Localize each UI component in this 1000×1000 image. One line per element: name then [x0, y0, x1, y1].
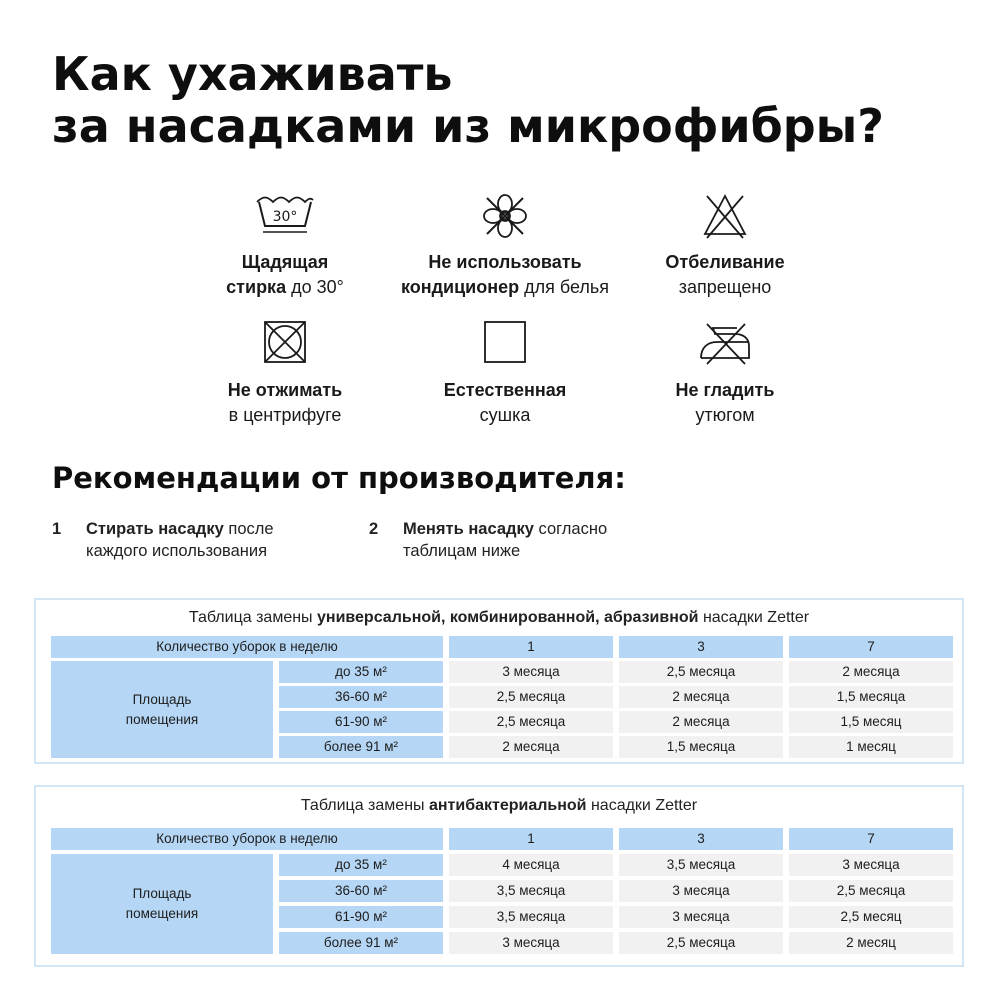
value-cell: 2 месяца	[619, 686, 783, 708]
area-cell: 61-90 м²	[279, 906, 443, 928]
value-cell: 2,5 месяца	[789, 880, 953, 902]
value-cell: 1,5 месяц	[789, 711, 953, 733]
no-tumble-dry-icon	[253, 318, 317, 370]
area-cell: до 35 м²	[279, 661, 443, 683]
care-text-no-iron: Не гладить утюгом	[675, 380, 775, 425]
value-cell: 3 месяца	[789, 854, 953, 876]
no-iron-icon	[693, 318, 757, 370]
header-col-3: 7	[789, 828, 953, 850]
care-item-no-softener	[395, 190, 615, 318]
no-bleach-icon	[693, 190, 757, 242]
row-group-area-label: Площадь помещения	[51, 854, 273, 954]
value-cell: 2 месяца	[449, 736, 613, 758]
table-grid	[51, 636, 947, 758]
area-cell: более 91 м²	[279, 736, 443, 758]
value-cell: 2 месяца	[789, 661, 953, 683]
recommendation-number: 1	[52, 520, 62, 538]
wash-temp-label: 30°	[272, 209, 298, 225]
value-cell: 2,5 месяца	[619, 661, 783, 683]
recommendations-title: Рекомендации от производителя:	[52, 461, 626, 495]
replacement-table-universal	[34, 598, 964, 764]
care-text-no-spin: Не отжимать в центрифуге	[227, 380, 343, 425]
value-cell: 2,5 месяца	[449, 686, 613, 708]
value-cell: 2,5 месяца	[449, 711, 613, 733]
value-cell: 2,5 месяца	[619, 932, 783, 954]
care-text-no-softener: Не использовать кондиционер для белья	[400, 252, 610, 297]
value-cell: 3 месяца	[619, 906, 783, 928]
natural-dry-icon	[473, 318, 537, 370]
value-cell: 1 месяц	[789, 736, 953, 758]
area-cell: до 35 м²	[279, 854, 443, 876]
value-cell: 3,5 месяца	[449, 880, 613, 902]
recommendation-text: Стирать насадку после каждого использования	[86, 520, 274, 560]
value-cell: 3 месяца	[619, 880, 783, 902]
header-cleanings-per-week: Количество уборок в неделю	[51, 636, 443, 658]
page-title	[52, 48, 884, 152]
area-cell: 61-90 м²	[279, 711, 443, 733]
replacement-table-antibacterial	[34, 785, 964, 967]
area-cell: 36-60 м²	[279, 880, 443, 902]
value-cell: 1,5 месяца	[789, 686, 953, 708]
title-line-2: за насадками из микрофибры?	[52, 99, 884, 153]
care-item-no-bleach	[615, 190, 835, 318]
value-cell: 4 месяца	[449, 854, 613, 876]
row-group-area-label: Площадь помещения	[51, 661, 273, 758]
area-cell: более 91 м²	[279, 932, 443, 954]
recommendation-1	[52, 518, 274, 562]
no-softener-icon	[473, 190, 537, 242]
care-item-no-spin	[175, 318, 395, 440]
value-cell: 3,5 месяца	[619, 854, 783, 876]
table-caption: Таблица замены универсальной, комбинированной, абразивной насадки Zetter	[188, 609, 810, 626]
header-col-1: 1	[449, 636, 613, 658]
care-text-natural-dry: Естественная сушка	[443, 380, 567, 425]
care-item-natural-dry	[395, 318, 615, 440]
value-cell: 3,5 месяца	[449, 906, 613, 928]
recommendation-text: Менять насадку согласно таблицам ниже	[403, 520, 608, 560]
wash-30-gentle-icon	[253, 190, 317, 242]
header-col-1: 1	[449, 828, 613, 850]
area-cell: 36-60 м²	[279, 686, 443, 708]
value-cell: 3 месяца	[449, 661, 613, 683]
title-line-1: Как ухаживать	[52, 47, 453, 101]
header-col-3: 7	[789, 636, 953, 658]
value-cell: 2 месяца	[619, 711, 783, 733]
value-cell: 2 месяц	[789, 932, 953, 954]
recommendation-number: 2	[369, 520, 379, 538]
header-cleanings-per-week: Количество уборок в неделю	[51, 828, 443, 850]
value-cell: 3 месяца	[449, 932, 613, 954]
table-grid	[51, 828, 947, 954]
header-col-2: 3	[619, 636, 783, 658]
care-item-gentle-wash	[175, 190, 395, 318]
value-cell: 1,5 месяца	[619, 736, 783, 758]
care-instructions	[175, 190, 835, 440]
care-text-no-bleach: Отбеливание запрещено	[665, 252, 785, 297]
table-caption: Таблица замены антибактериальной насадки Zetter	[300, 797, 698, 814]
header-col-2: 3	[619, 828, 783, 850]
value-cell: 2,5 месяц	[789, 906, 953, 928]
care-item-no-iron	[615, 318, 835, 440]
care-text-gentle-wash: Щадящая стирка до 30°	[226, 252, 344, 297]
recommendation-2	[369, 518, 607, 562]
